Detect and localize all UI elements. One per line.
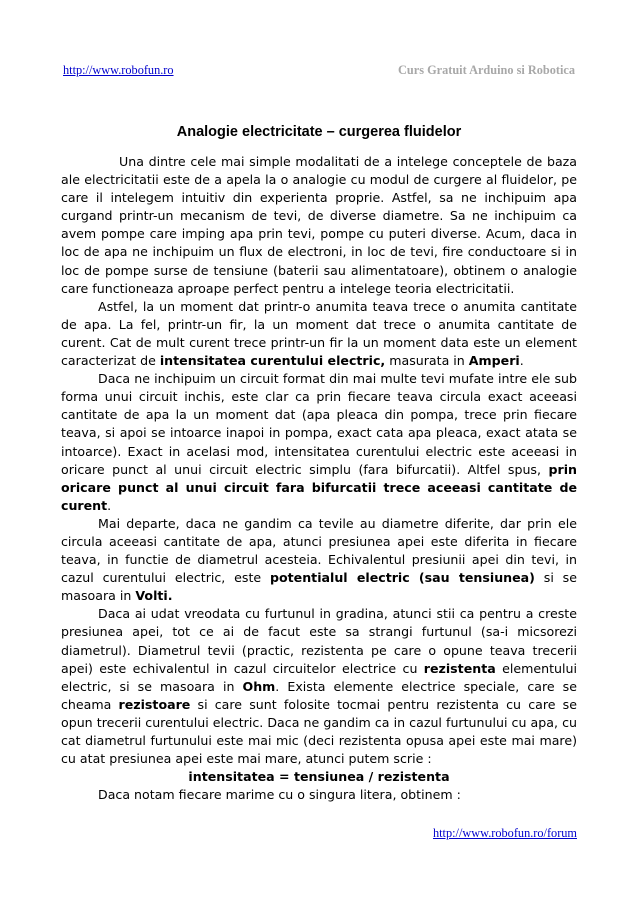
paragraph-5-text-4: si care sunt folosite tocmai pentru rezistenta cu care se opun trecerii curentului electric. Daca ne gandim ca in cazul furtunului cu apa, cu cat diametrul furtunului este mai mic (deci rezistenta opusa apei este mai mare) cu atat presiunea apei este mai mare, atunci putem scrie : bbox=[61, 696, 577, 767]
footer-forum-link[interactable]: http://www.robofun.ro/forum bbox=[432, 826, 577, 840]
paragraph-2 bbox=[61, 298, 577, 370]
paragraph-5 bbox=[61, 605, 577, 768]
paragraph-5-text-2: elementului electric, si se masoara in bbox=[61, 660, 577, 694]
paragraph-4 bbox=[61, 515, 577, 605]
paragraph-4-text-2: si se masoara in bbox=[61, 570, 577, 604]
paragraph-5-text-3: . Exista elemente electrice speciale, care se cheama bbox=[61, 678, 577, 712]
paragraph-2-text-2: masurata in bbox=[385, 353, 469, 369]
paragraph-2-bold-1: intensitatea curentului electric, bbox=[159, 353, 386, 369]
paragraph-3-text-1: Daca ne inchipuim un circuit format din mai multe tevi mufate intre ele sub forma unui circuit inchis, este clar ca prin fiecare teava circula exact aceeasi cantitate de apa la un moment dat (apa pleaca din pompa, trece prin fiecare teava, si apoi se intoarce inapoi in pompa, exact cata apa pleaca, exact atata se intoarce). Exact in acelasi mod, intensitatea curentului electric este aceeasi in oricare punct al unui circuit electric simplu (fara bifurcatii). Altfel spus, bbox=[61, 371, 577, 477]
paragraph-3-bold-1: prin oricare punct al unui circuit fara bifurcatii trece aceeasi cantitate de curent bbox=[61, 461, 577, 513]
header-course-title: Curs Gratuit Arduino si Robotica bbox=[398, 63, 575, 77]
page-footer bbox=[433, 826, 577, 841]
paragraph-5-text-1: Daca ai udat vreodata cu furtunul in gradina, atunci stii ca pentru a creste presiunea apei, tot ce ai de facut este sa strangi furtunul (sa-i micsorezi diametrul). Diametrul tevii (practic, rezistenta pe care o opune teava trecerii apei) este echivalentul in cazul circuitelor electrice cu bbox=[61, 606, 577, 676]
page-header bbox=[63, 63, 575, 79]
paragraph-4-text-1: Mai departe, daca ne gandim ca tevile au diametre diferite, dar prin ele circula aceeasi cantitate de apa, atunci presiunea apei este diferita in fiecare teava, in functie de diametrul acesteia. Echivalentul presiunii apei din tevi, in cazul curentului electric, este bbox=[61, 515, 577, 586]
paragraph-1: Una dintre cele mai simple modalitati de a intelege conceptele de baza ale electricitatii este de a apela la o analogie cu modul de curgere al fluidelor, pe care il intelegem intuitiv din experienta proprie. Astfel, sa ne inchipuim apa curgand printr-un mecanism de tevi, de diverse diametre. Sa ne inchipuim ca avem pompe care imping apa prin tevi, pompe cu puteri diverse. Acum, daca in loc de apa ne inchipuim un flux de electroni, in loc de tevi, fire conductoare si in loc de pompe surse de tensiune (baterii sau alimentatoare), obtinem o analogie care functioneaza aproape perfect pentru a intelege teoria electricitatii. bbox=[61, 154, 577, 296]
paragraph-6: Daca notam fiecare marime cu o singura litera, obtinem : bbox=[98, 787, 461, 803]
paragraph-5-bold-3: rezistoare bbox=[118, 696, 191, 712]
paragraph-2-bold-2: Amperi bbox=[468, 353, 520, 369]
document-body bbox=[61, 153, 577, 804]
paragraph-4-bold-1: potentialul electric (sau tensiunea) bbox=[269, 570, 535, 586]
paragraph-5-bold-1: rezistenta bbox=[423, 660, 496, 676]
header-site-link[interactable]: http://www.robofun.ro bbox=[63, 63, 174, 77]
paragraph-2-text-3: . bbox=[519, 353, 524, 369]
paragraph-3-text-2: . bbox=[107, 497, 112, 513]
paragraph-4-bold-2: Volti. bbox=[135, 588, 173, 604]
paragraph-2-text-1: Astfel, la un moment dat printr-o anumita teava trece o anumita cantitate de apa. La fel, printr-un fir, la un moment dat trece o anumita cantitate de curent. Cat de mult curent trece printr-un fir la un moment data este un element caracterizat de bbox=[61, 298, 577, 369]
paragraph-3 bbox=[61, 370, 577, 515]
formula-line: intensitatea = tensiunea / rezistenta bbox=[188, 769, 450, 785]
paragraph-5-bold-2: Ohm bbox=[242, 678, 276, 694]
section-title: Analogie electricitate – curgerea fluidelor bbox=[176, 124, 462, 140]
